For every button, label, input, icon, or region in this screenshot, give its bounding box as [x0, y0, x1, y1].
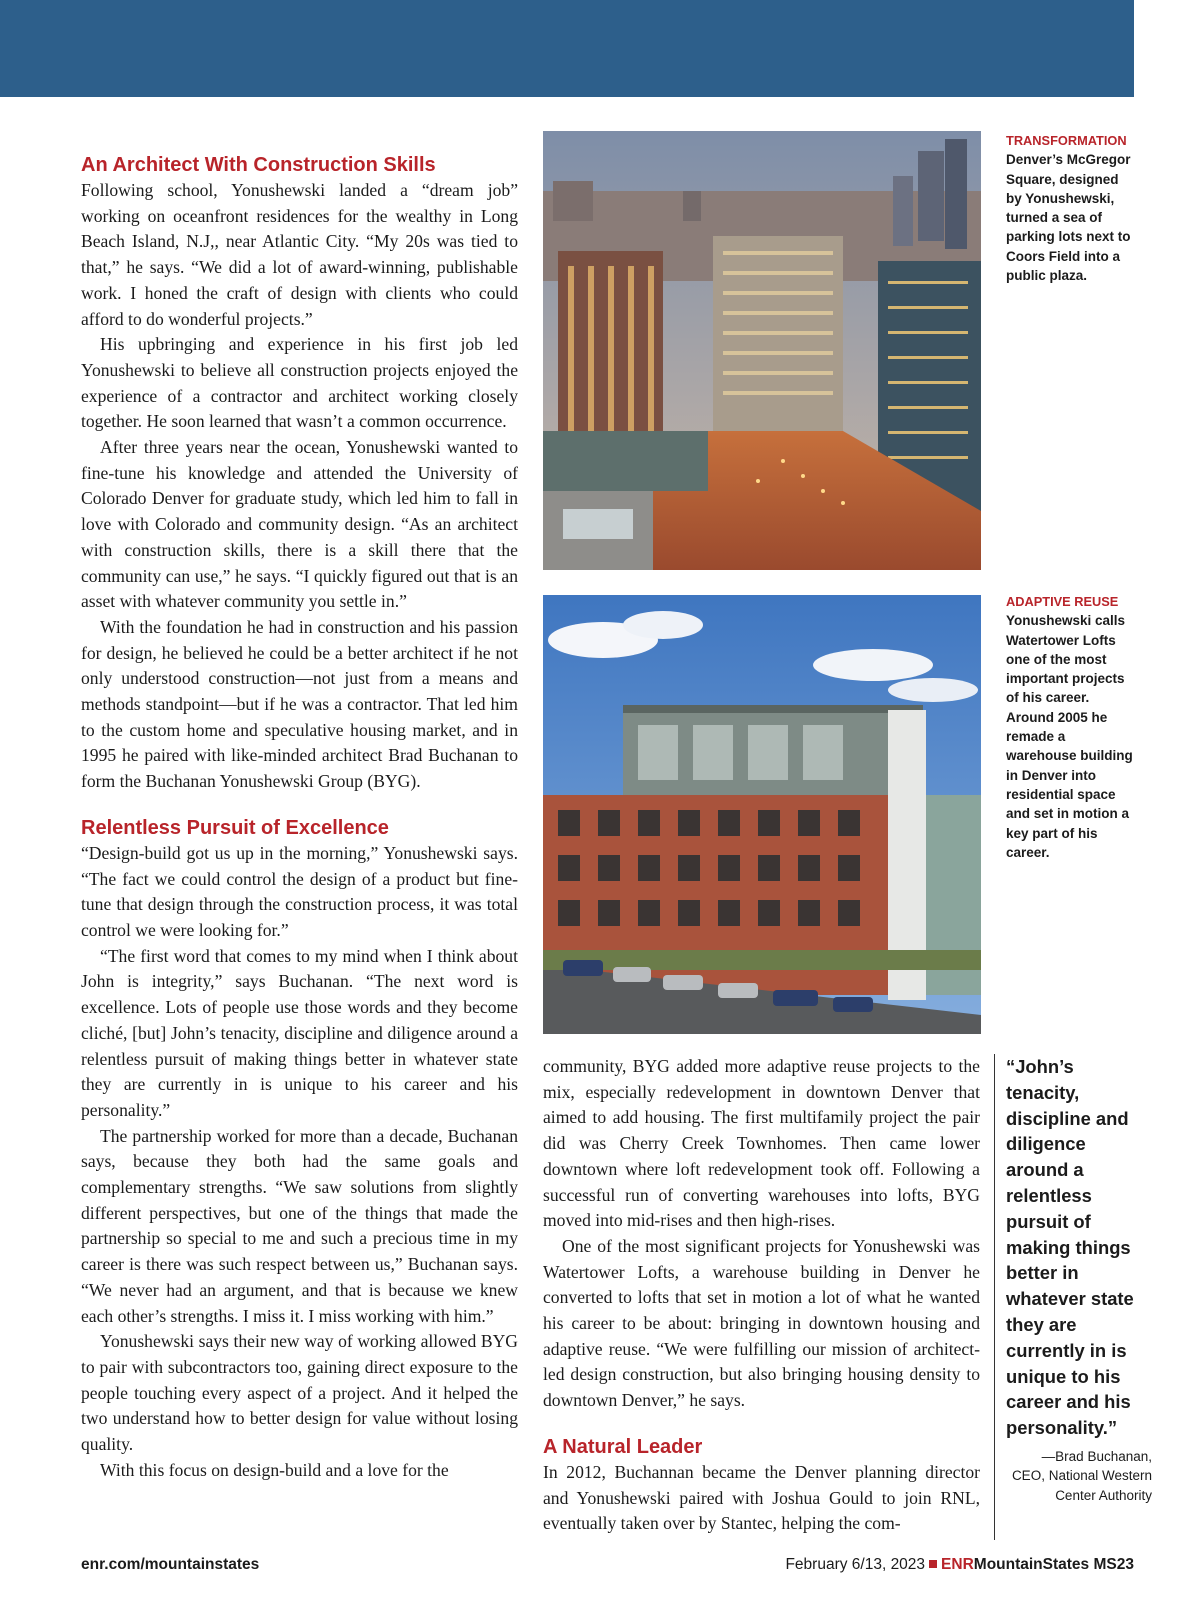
pull-quote	[994, 1054, 1152, 1540]
red-square-icon	[929, 1560, 937, 1568]
heading-natural-leader: A Natural Leader	[543, 1435, 703, 1458]
photo-mcgregor-square-illustration	[543, 131, 981, 570]
caption-kicker: ADAPTIVE REUSE	[1006, 594, 1119, 609]
left-column	[81, 152, 518, 1483]
paragraph: In 2012, Buchannan became the Denver planning director and Yonushewski paired with Joshua Gould to join RNL, eventually taken over by Stantec, helping the com-	[543, 1461, 980, 1534]
paragraph: With this focus on design-build and a love for the	[100, 1459, 449, 1480]
caption-photo-1	[1006, 131, 1138, 285]
caption-text: Yonushewski calls Watertower Lofts one of the most important projects of his career. Around 2005 he remade a warehouse building in Denver into residential space and set in motion a key part of his career.	[1006, 613, 1133, 860]
pull-quote-attribution: —Brad Buchanan, CEO, National Western Center Authority	[1011, 1448, 1152, 1503]
photo-watertower-lofts-illustration	[543, 595, 981, 1034]
footer-page-number: MS23	[1093, 1556, 1134, 1573]
paragraph: One of the most significant projects for Yonushewski was Watertower Lofts, a warehouse building in Denver he converted to lofts that set in motion a lot of what he wanted his career to be about: bringing in downtown housing and adaptive reuse. “We were fulfilling our mission of architect-led design construction, but also bringing housing density to downtown Denver,” he says.	[543, 1235, 980, 1411]
footer-folio	[785, 1556, 1134, 1574]
pull-quote-text: “John’s tenacity, discipline and diligence around a relentless pursuit of making things better in whatever state they are currently in is unique to his career and his personality.”	[1006, 1056, 1134, 1439]
middle-column	[543, 1054, 980, 1537]
caption-photo-2	[1006, 592, 1138, 862]
photo-mcgregor-square	[543, 131, 981, 570]
paragraph: “Design-build got us up in the morning,” Yonushewski says. “The fact we could control the design of a product but fine-tune that design through the construction process, it was total control we were looking for.”	[81, 842, 518, 940]
heading-architect-construction: An Architect With Construction Skills	[81, 154, 436, 176]
heading-relentless-pursuit: Relentless Pursuit of Excellence	[81, 816, 389, 839]
footer-date: February 6/13, 2023	[785, 1556, 926, 1573]
paragraph: Yonushewski says their new way of working allowed BYG to pair with subcontractors too, gaining direct exposure to the people touching every aspect of a project. And it helped the two understand how to better design for value without losing quality.	[81, 1331, 518, 1455]
paragraph: The partnership worked for more than a decade, Buchanan says, because they both had the same goals and complementary strengths. “We saw solutions from slightly different perspectives, but one of the things that made the partnership so special to me and such a precious time in my career is there was such respect between us,” Buchanan says. “We never had an argument, and that is because we knew each other’s strengths. I miss it. I miss working with him.”	[81, 1125, 518, 1326]
top-banner	[0, 0, 1134, 97]
caption-text: Denver’s McGregor Square, designed by Yonushewski, turned a sea of parking lots next to Coors Field into a public plaza.	[1006, 152, 1131, 284]
footer-publication: MountainStates	[973, 1556, 1090, 1573]
paragraph: With the foundation he had in construction and his passion for design, he believed he could be a better architect if he not only understood construction—not just from a means and methods standpoint—but if he was a contractor. That led him to the custom home and speculative housing market, and in 1995 he paired with like-minded architect Brad Buchanan to form the Buchanan Yonushewski Group (BYG).	[81, 616, 518, 792]
paragraph: community, BYG added more adaptive reuse projects to the mix, especially redevelopment in downtown Denver that aimed to add housing. The first multifamily project the pair did was Cherry Creek Townhomes. Then came lower downtown where loft redevelopment took off. Following a successful run of converting warehouses into lofts, BYG moved into mid-rises and then high-rises.	[543, 1056, 980, 1231]
caption-kicker: TRANSFORMATION	[1006, 133, 1127, 148]
paragraph: Following school, Yonushewski landed a “dream job” working on oceanfront residences for the wealthy in Long Beach Island, N.J,, near Atlantic City. “My 20s was tied to that,” he says. “We did a lot of award-winning, publishable work. I honed the craft of design with clients who could afford to do wonderful projects.”	[81, 180, 518, 329]
paragraph: After three years near the ocean, Yonushewski wanted to fine-tune his knowledge and attended the University of Colorado Denver for graduate study, which led him to fall in love with Colorado and community design. “As an architect with construction skills, there is a skill there that the community can use,” he says. “I quickly figured out that is an asset with whatever community you settle in.”	[81, 437, 518, 612]
photo-watertower-lofts	[543, 595, 981, 1034]
paragraph: “The first word that comes to my mind when I think about John is integrity,” says Buchanan. “The next word is excellence. Lots of people use those words and they become cliché, [but] John’s tenacity, discipline and diligence around a relentless pursuit of making things better in whatever state they are currently in is unique to his career and his personality.”	[81, 945, 518, 1120]
footer-brand: ENR	[941, 1556, 974, 1573]
paragraph: His upbringing and experience in his first job led Yonushewski to believe all construction projects enjoyed the experience of a contractor and architect working closely together. He soon learned that wasn’t a common occurrence.	[81, 334, 518, 432]
footer-url[interactable]: enr.com/mountainstates	[81, 1556, 260, 1573]
